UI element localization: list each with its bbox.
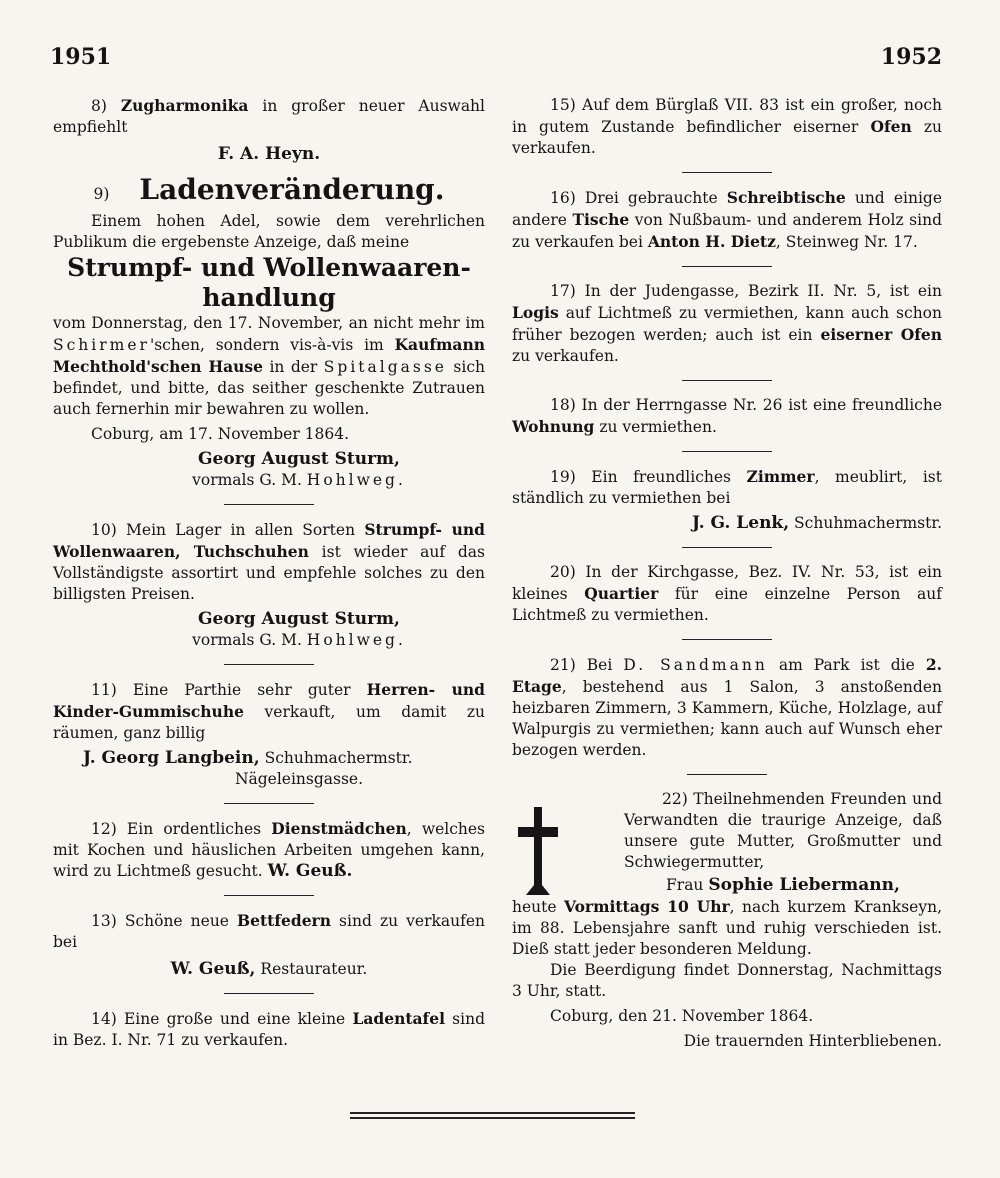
end-double-rule (350, 1112, 635, 1122)
page-number-left: 1951 (50, 44, 112, 70)
ad-18: 18) In der Herrngasse Nr. 26 ist eine freundliche Wohnung zu vermiethen. (512, 396, 942, 436)
ad-13: 13) Schöne neue Bettfedern sind zu verkaufen bei W. Geuß, Restaurateur. (53, 911, 485, 979)
ad-8: 8) Zugharmonika in großer neuer Auswahl empfiehlt F. A. Heyn. (53, 96, 485, 164)
ad-19: 19) Ein freundliches Zimmer, meublirt, ist ständlich zu vermiethen bei J. G. Lenk, Schuhmachermstr. (512, 467, 942, 533)
cross-icon (514, 805, 562, 897)
ad-9: 9) Ladenveränderung. Einem hohen Adel, sowie dem verehrlichen Publikum die ergebenste Anzeige, daß meine Strumpf- und Wollenwaaren- handlung vom Donnerstag, den 17. November, an nicht mehr im Schirmer'schen, sondern vis-à-vis im Kaufmann Mechthold'schen Hause in der Spitalgasse sich befindet, und bitte, das seither geschenkte Zutrauen auch fernerhin mir bewahren zu wollen. Coburg, am 17. November 1864. Georg August Sturm, vormals G. M. Hohlweg. (53, 173, 485, 489)
ad-22-body: heute Vormittags 10 Uhr, nach kurzem Krankseyn, im 88. Lebensjahre sanft und ruhig verschieden ist. Dieß statt jeder besonderen Meldung. Die Beerdigung findet Donnerstag, Nachmittags 3 Uhr, statt. Coburg, den 21. November 1864. Die trauernden Hinterbliebenen. (512, 897, 943, 1050)
ad-20: 20) In der Kirchgasse, Bez. IV. Nr. 53, ist ein kleines Quartier für eine einzelne Person auf Lichtmeß zu vermiethen. (512, 563, 942, 624)
ad-10: 10) Mein Lager in allen Sorten Strumpf- und Wollenwaaren, Tuchschuhen ist wieder auf das Vollständigste assortirt und empfehle solches zu den billigsten Preisen. Georg August Sturm, vormals G. M. Hohlweg. (53, 520, 485, 649)
ad-22-obituary: 22) Theilnehmenden Freunden und Verwandten die traurige Anzeige, daß unsere gute Mutter, Großmutter und Schwiegermutter, Frau Sophie Liebermann, (512, 789, 942, 896)
ad-15: 15) Auf dem Bürglaß VII. 83 ist ein großer, noch in gutem Zustande befindlicher eiserner Ofen zu verkaufen. (512, 96, 942, 157)
ad-11: 11) Eine Parthie sehr guter Herren- und Kinder-Gummischuhe verkauft, um damit zu räumen, ganz billig J. Georg Langbein, Schuhmachermstr. Nägeleinsgasse. (53, 680, 485, 788)
right-column (512, 95, 942, 1052)
ad-12: 12) Ein ordentliches Dienstmädchen, welches mit Kochen und häuslichen Arbeiten umgehen kann, wird zu Lichtmeß gesucht. W. Geuß. (53, 819, 486, 881)
page-number-right: 1952 (880, 44, 942, 70)
ad-17: 17) In der Judengasse, Bezirk II. Nr. 5, ist ein Logis auf Lichtmeß zu vermiethen, kann auch schon früher bezogen werden; auch ist ein eiserner Ofen zu verkaufen. (512, 282, 943, 365)
left-column (53, 95, 485, 1051)
ad-8-signature: F. A. Heyn. (217, 144, 321, 164)
ad-16: 16) Drei gebrauchte Schreibtische und einige andere Tische von Nußbaum- und anderem Holz sind zu verkaufen bei Anton H. Dietz, Steinweg Nr. 17. (512, 188, 943, 251)
ad-21: 21) Bei D. Sandmann am Park ist die 2. Etage, bestehend aus 1 Salon, 3 anstoßenden heizbaren Zimmern, 3 Kammern, Küche, Holzlage, auf Walpurgis zu vermiethen; kann auch auf Wunsch eher bezogen werden. (512, 655, 942, 759)
ad-9-title: 9) Ladenveränderung. (93, 173, 445, 206)
ad-14: 14) Eine große und eine kleine Ladentafel sind in Bez. I. Nr. 71 zu verkaufen. (53, 1009, 485, 1049)
